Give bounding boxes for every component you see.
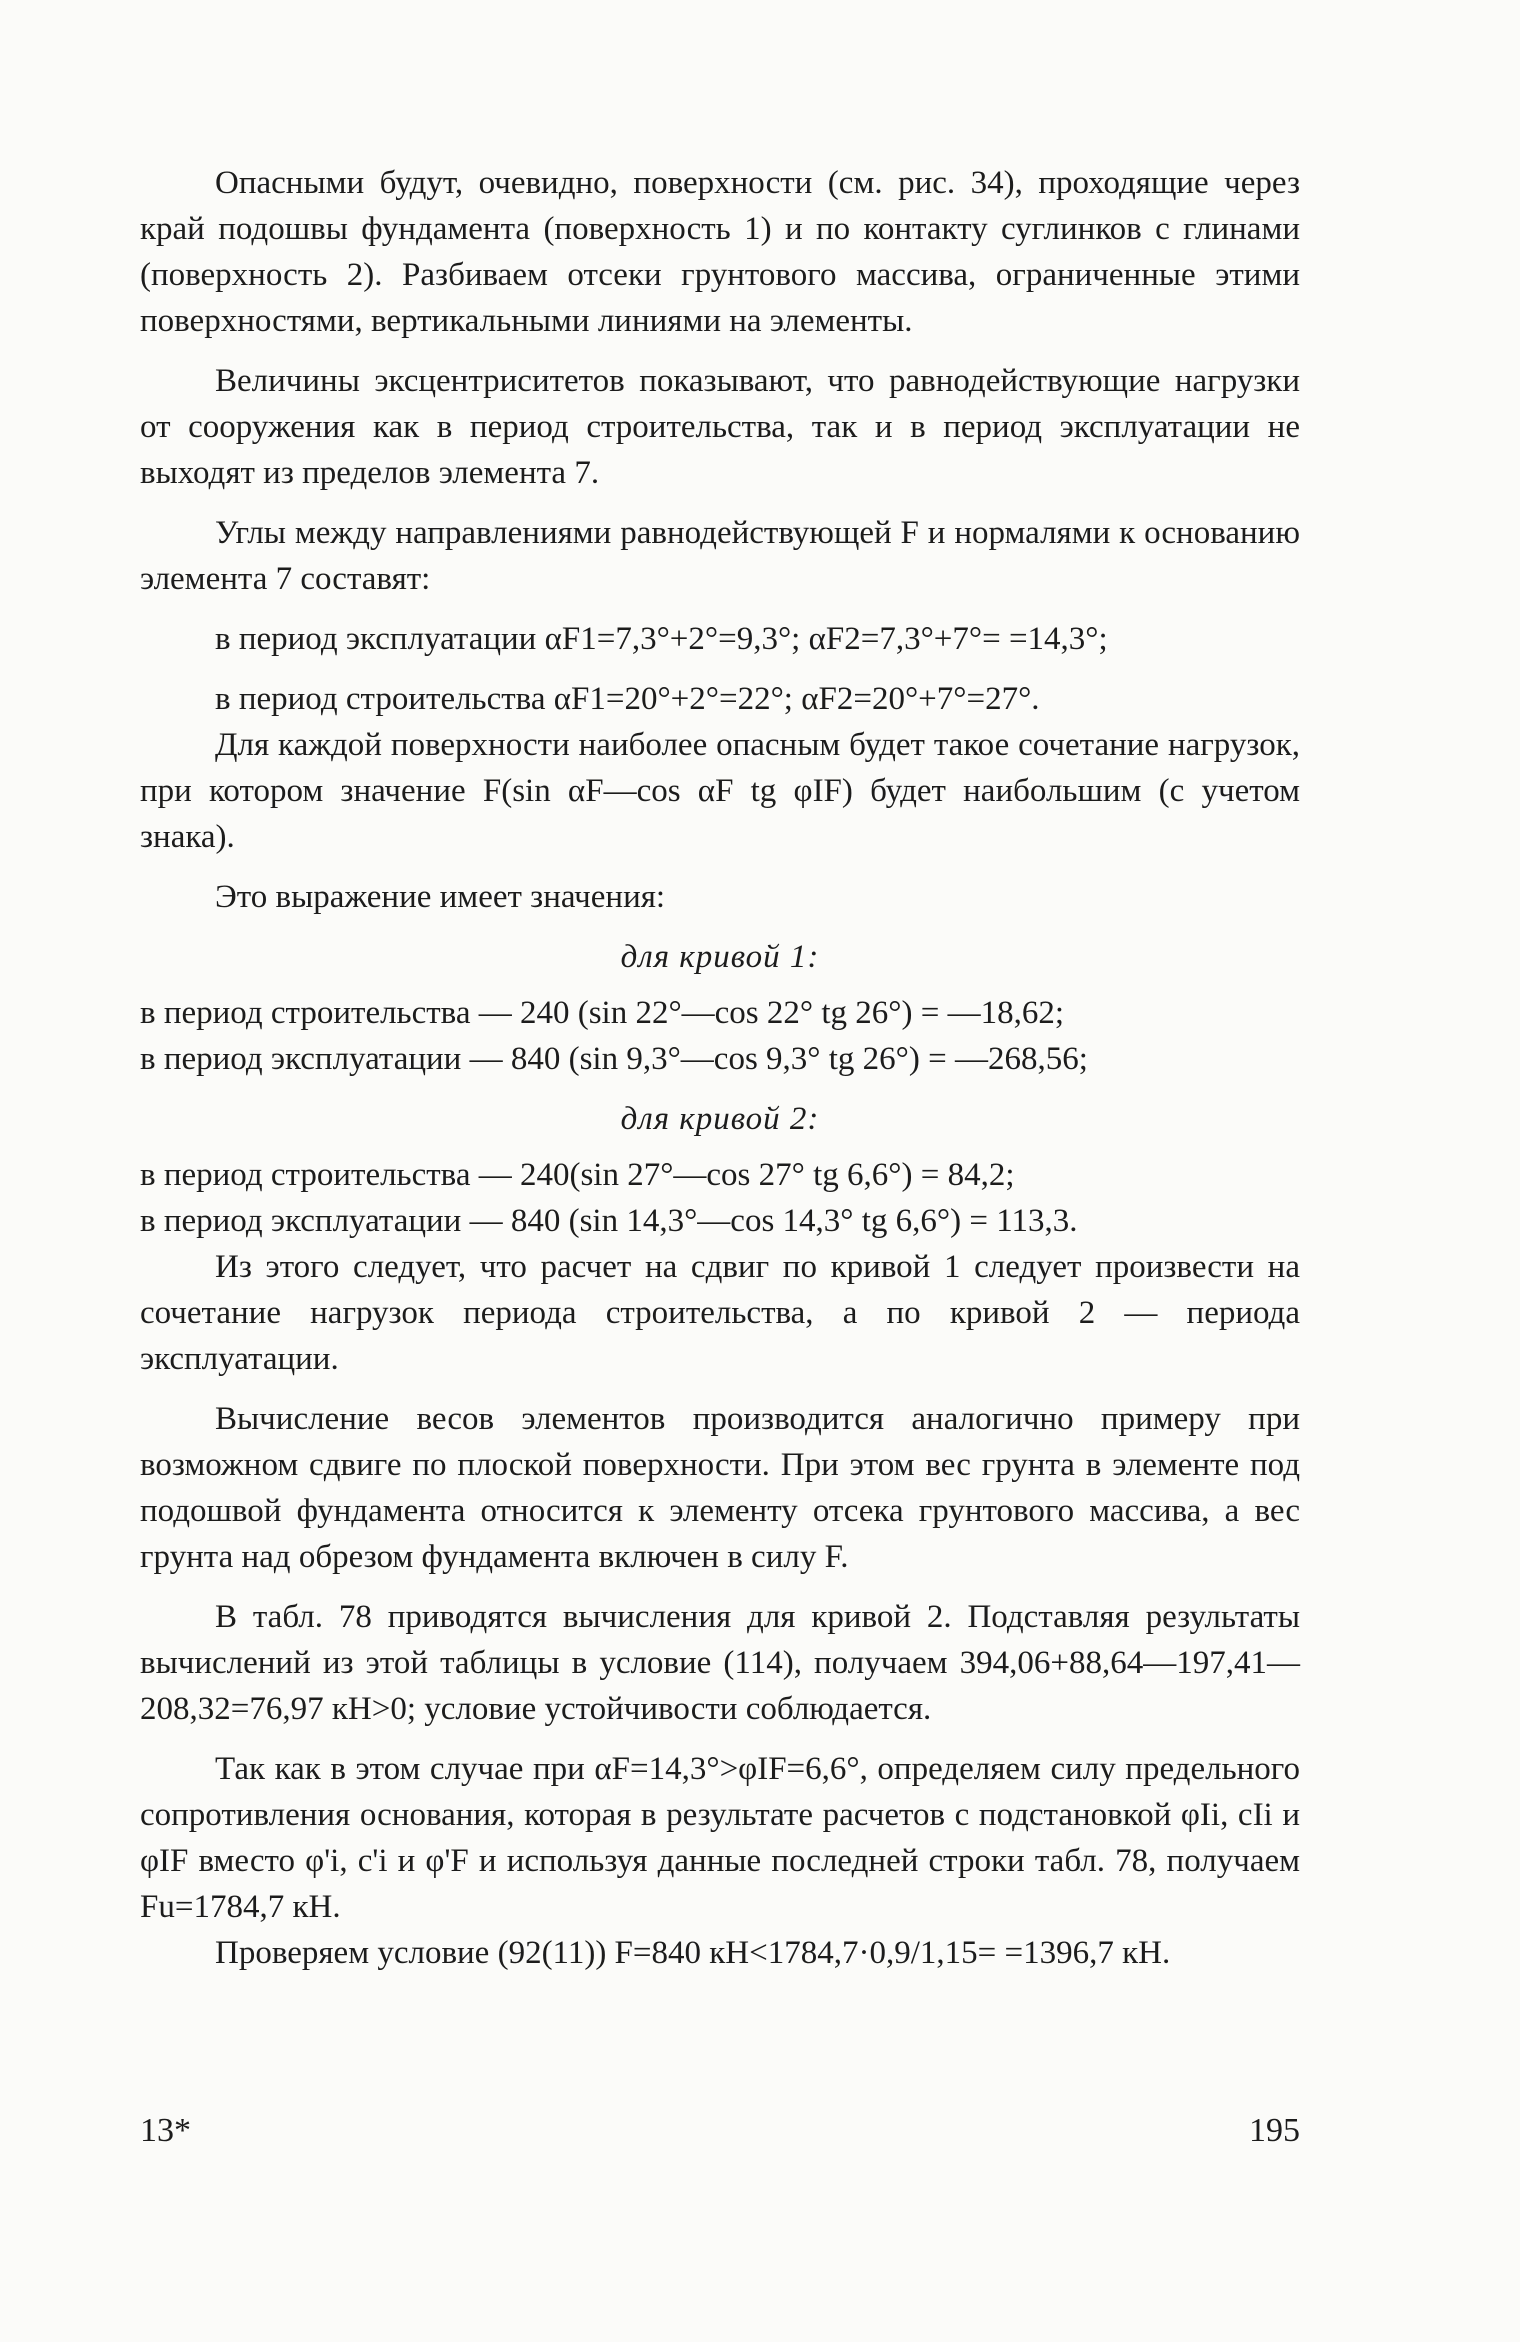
paragraph-12: Проверяем условие (92(11)) F=840 кН<1784,7·0,9/1,15= =1396,7 кН. xyxy=(215,1935,1171,1971)
paragraph-11: Так как в этом случае при αF=14,3°>φIF=6,6°, определяем силу предельного сопротивления основания, которая в результате расчетов с подстановкой φIi, cIi и φIF вместо φ'i, c'i и φ'F и используя данные последней строки табл. 78, получаем Fu=1784,7 кН. xyxy=(140,1751,1300,1925)
curve-2-line-2: в период эксплуатации — 840 (sin 14,3°—cos 14,3° tg 6,6°) = 113,3. xyxy=(140,1203,1078,1239)
paragraph-5: в период строительства αF1=20°+2°=22°; αF2=20°+7°=27°. xyxy=(215,681,1040,717)
signature-mark: 13* xyxy=(140,2112,191,2149)
curve-1-line-1: в период строительства — 240 (sin 22°—cos 22° tg 26°) = —18,62; xyxy=(140,995,1064,1031)
paragraph-10: В табл. 78 приводятся вычисления для кривой 2. Подставляя результаты вычислений из этой таблицы в условие (114), получаем 394,06+88,64—197,41—208,32=76,97 кН>0; условие устойчивости соблюдается. xyxy=(140,1599,1300,1727)
paragraph-1: Опасными будут, очевидно, поверхности (см. рис. 34), проходящие через край подошвы фундамента (поверхность 1) и по контакту суглинков с глинами (поверхность 2). Разбиваем отсеки грунтового массива, ограниченные этими поверхностями, вертикальными линиями на элементы. xyxy=(140,165,1300,339)
paragraph-6: Для каждой поверхности наиболее опасным будет такое сочетание нагрузок, при котором значение F(sin αF—cos αF tg φIF) будет наибольшим (с учетом знака). xyxy=(140,727,1300,855)
paragraph-4: в период эксплуатации αF1=7,3°+2°=9,3°; αF2=7,3°+7°= =14,3°; xyxy=(215,621,1108,657)
page-footer xyxy=(140,2112,1300,2150)
curve-1-title: для кривой 1: xyxy=(620,939,820,975)
paragraph-7: Это выражение имеет значения: xyxy=(215,879,666,915)
curve-1-line-2: в период эксплуатации — 840 (sin 9,3°—cos 9,3° tg 26°) = —268,56; xyxy=(140,1041,1088,1077)
paragraph-2: Величины эксцентриситетов показывают, что равнодействующие нагрузки от сооружения как в период строительства, так и в период эксплуатации не выходят из пределов элемента 7. xyxy=(140,363,1300,491)
paragraph-8: Из этого следует, что расчет на сдвиг по кривой 1 следует произвести на сочетание нагрузок периода строительства, а по кривой 2 — периода эксплуатации. xyxy=(140,1249,1300,1377)
curve-2-title: для кривой 2: xyxy=(620,1101,820,1137)
page-number: 195 xyxy=(1249,2112,1300,2149)
paragraph-3: Углы между направлениями равнодействующей F и нормалями к основанию элемента 7 составят: xyxy=(140,515,1300,597)
page-body xyxy=(140,160,1300,1976)
paragraph-9: Вычисление весов элементов производится аналогично примеру при возможном сдвиге по плоской поверхности. При этом вес грунта в элементе под подошвой фундамента относится к элементу отсека грунтового массива, а вес грунта над обрезом фундамента включен в силу F. xyxy=(140,1401,1300,1575)
curve-2-line-1: в период строительства — 240(sin 27°—cos 27° tg 6,6°) = 84,2; xyxy=(140,1157,1015,1193)
